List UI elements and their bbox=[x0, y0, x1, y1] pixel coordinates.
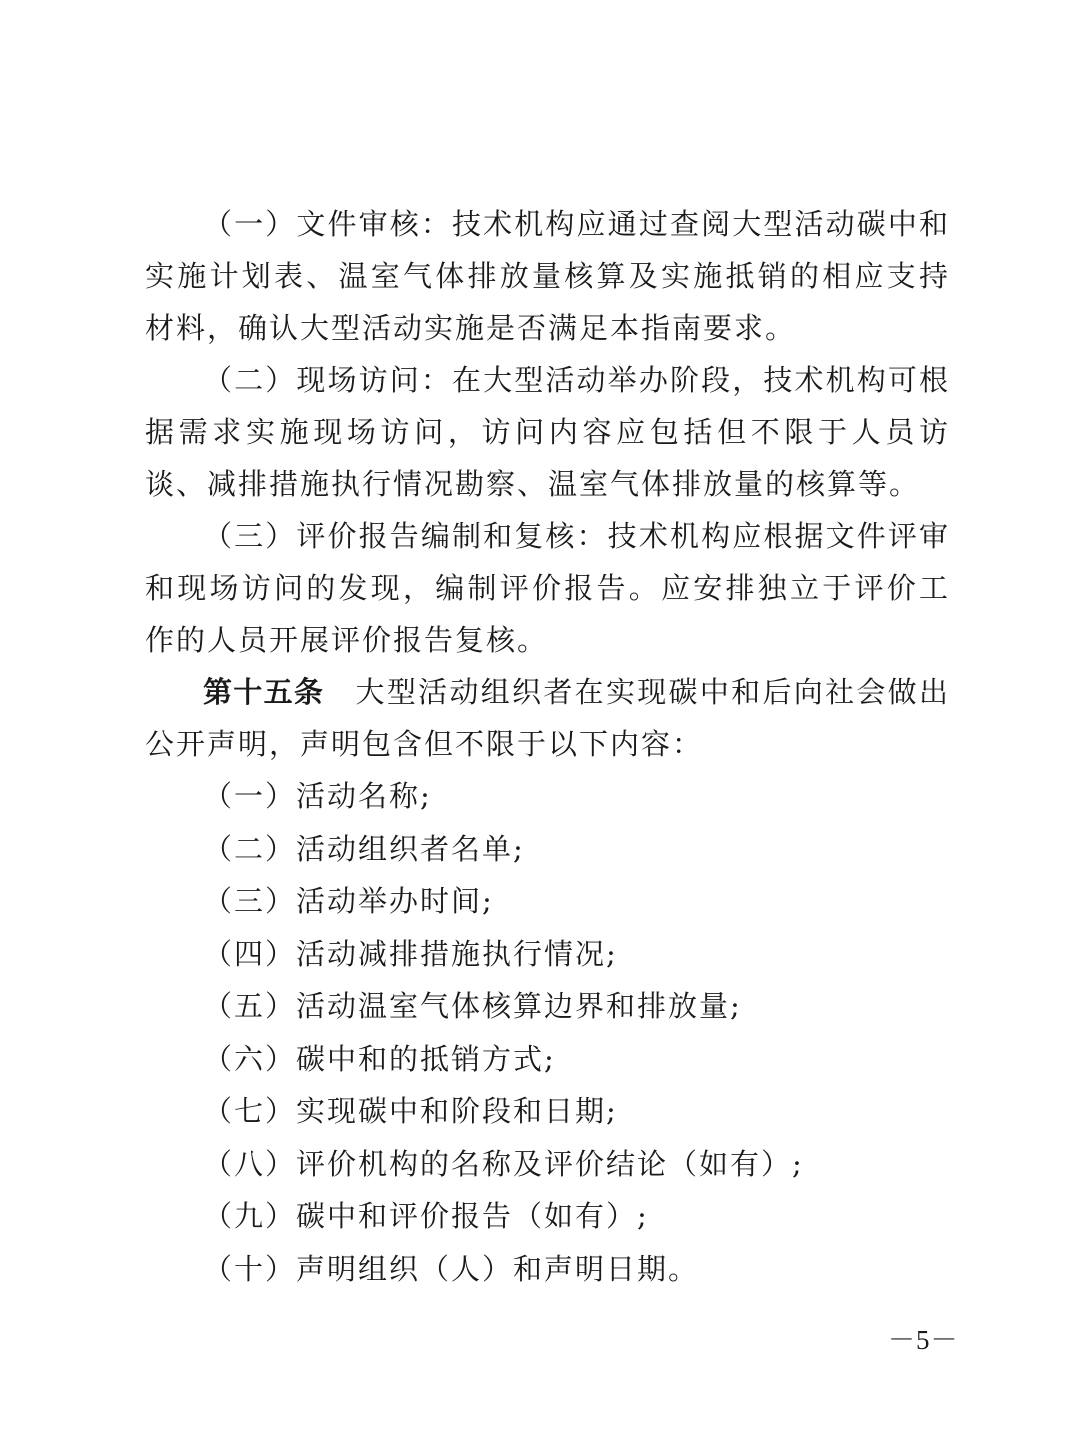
article-fifteen bbox=[145, 666, 950, 770]
list-item: （一）活动名称; bbox=[203, 779, 432, 813]
list-item: （九）碳中和评价报告（如有）; bbox=[203, 1199, 649, 1233]
list-item: （六）碳中和的抵销方式; bbox=[203, 1041, 556, 1076]
list-item: （四）活动减排措施执行情况; bbox=[203, 936, 618, 971]
list-item: （三）活动举办时间; bbox=[203, 884, 494, 918]
article-heading: 第十五条 bbox=[203, 675, 325, 709]
list-item: （二）活动组织者名单; bbox=[203, 831, 525, 866]
list-item: （七）实现碳中和阶段和日期; bbox=[203, 1094, 618, 1128]
paragraph-report-compilation: （三）评价报告编制和复核：技术机构应根据文件评审和现场访问的发现，编制评价报告。应安排独立于评价工作的人员开展评价报告复核。 bbox=[145, 519, 950, 657]
list-item: （十）声明组织（人）和声明日期。 bbox=[203, 1251, 700, 1286]
article-text: 大型活动组织者在实现碳中和后向社会做出公开声明，声明包含但不限于以下内容： bbox=[145, 675, 950, 761]
paragraph-document-review: （一）文件审核：技术机构应通过查阅大型活动碳中和实施计划表、温室气体排放量核算及实施抵销的相应支持材料，确认大型活动实施是否满足本指南要求。 bbox=[145, 207, 950, 345]
list-item: （五）活动温室气体核算边界和排放量; bbox=[203, 989, 742, 1023]
paragraph-site-visit: （二）现场访问：在大型活动举办阶段，技术机构可根据需求实施现场访问，访问内容应包括但不限于人员访谈、减排措施执行情况勘察、温室气体排放量的核算等。 bbox=[145, 363, 950, 501]
page-number: －5－ bbox=[888, 1325, 959, 1355]
list-item: （八）评价机构的名称及评价结论（如有）; bbox=[203, 1146, 804, 1181]
page-body bbox=[145, 198, 950, 1295]
